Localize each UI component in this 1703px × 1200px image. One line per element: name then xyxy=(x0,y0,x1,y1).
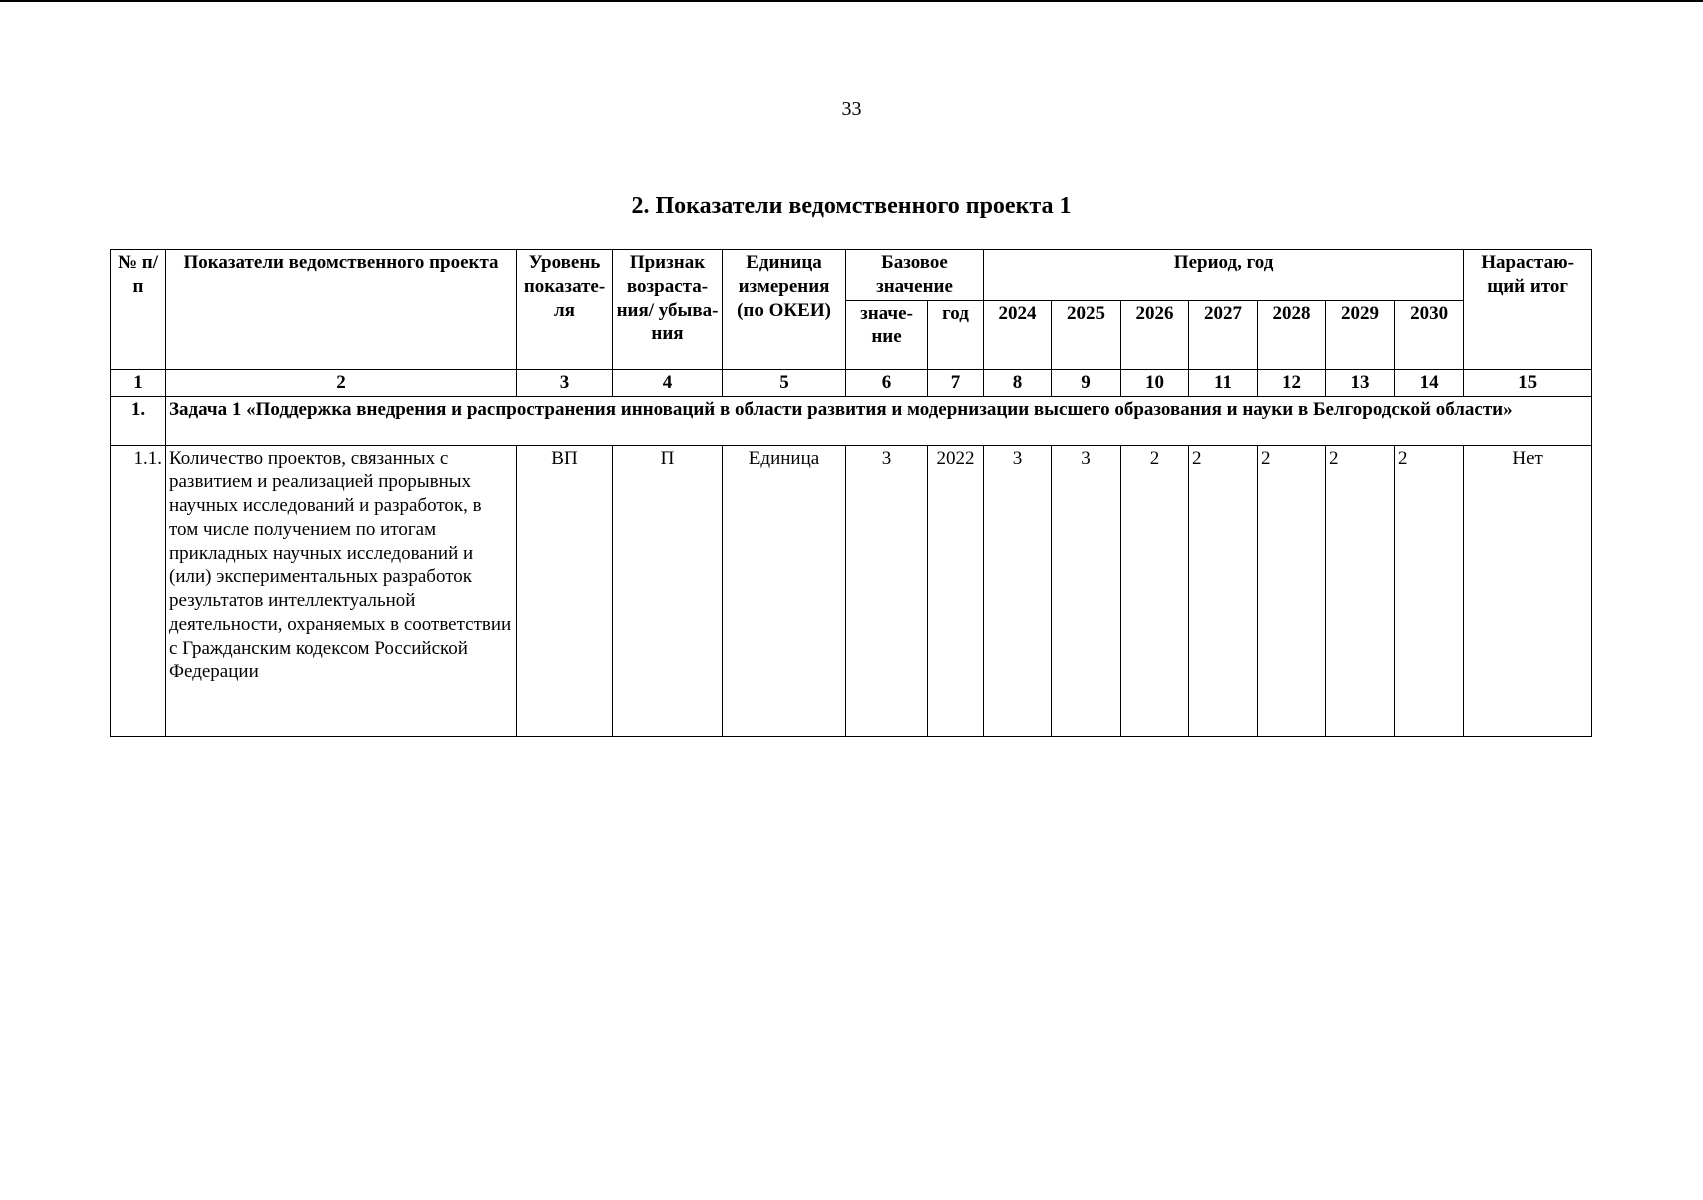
row-cumulative: Нет xyxy=(1464,445,1592,736)
header-year: 2024 xyxy=(984,300,1052,369)
column-number: 6 xyxy=(846,369,928,396)
header-num: № п/п xyxy=(111,250,166,370)
column-number-row xyxy=(111,369,1592,396)
header-year: 2029 xyxy=(1326,300,1395,369)
column-number: 12 xyxy=(1258,369,1326,396)
row-unit: Единица xyxy=(723,445,846,736)
row-level: ВП xyxy=(517,445,613,736)
column-number: 9 xyxy=(1052,369,1121,396)
column-number: 5 xyxy=(723,369,846,396)
row-value: 3 xyxy=(984,445,1052,736)
header-base: Базовое значение xyxy=(846,250,984,301)
column-number: 14 xyxy=(1395,369,1464,396)
column-number: 3 xyxy=(517,369,613,396)
task-row xyxy=(111,396,1592,445)
row-value: 2 xyxy=(1395,445,1464,736)
column-number: 15 xyxy=(1464,369,1592,396)
row-base-value: 3 xyxy=(846,445,928,736)
header-year: 2026 xyxy=(1121,300,1189,369)
column-number: 1 xyxy=(111,369,166,396)
column-number: 7 xyxy=(928,369,984,396)
table-row xyxy=(111,445,1592,736)
column-number: 4 xyxy=(613,369,723,396)
header-year: 2027 xyxy=(1189,300,1258,369)
header-base-year: год xyxy=(928,300,984,369)
header-level: Уровень показате-ля xyxy=(517,250,613,370)
header-year: 2028 xyxy=(1258,300,1326,369)
column-number: 8 xyxy=(984,369,1052,396)
row-value: 2 xyxy=(1258,445,1326,736)
header-base-value: значе-ние xyxy=(846,300,928,369)
page-number: 33 xyxy=(841,98,862,120)
column-number: 13 xyxy=(1326,369,1395,396)
row-sign: П xyxy=(613,445,723,736)
row-indicator: Количество проектов, связанных с развитием и реализацией прорывных научных исследований и разработок, в том числе получением по итогам прикладных научных исследований и (или) экспериментальных разработок результатов интеллектуальной деятельности, охраняемых в соответствии с Гражданским кодексом Российской Федерации xyxy=(166,445,517,736)
header-sign: Признак возраста-ния/ убыва-ния xyxy=(613,250,723,370)
column-number: 2 xyxy=(166,369,517,396)
header-unit: Единица измерения (по ОКЕИ) xyxy=(723,250,846,370)
scan-edge-line xyxy=(0,0,1703,2)
row-value: 2 xyxy=(1189,445,1258,736)
row-base-year: 2022 xyxy=(928,445,984,736)
task-number: 1. xyxy=(111,396,166,445)
header-row-1 xyxy=(111,250,1592,301)
column-number: 11 xyxy=(1189,369,1258,396)
row-number: 1.1. xyxy=(111,445,166,736)
header-cumulative: Нарастаю-щий итог xyxy=(1464,250,1592,370)
page-title: 2. Показатели ведомственного проекта 1 xyxy=(631,193,1072,219)
task-text: Задача 1 «Поддержка внедрения и распространения инноваций в области развития и модернизации высшего образования и науки в Белгородской области» xyxy=(166,396,1592,445)
row-value: 3 xyxy=(1052,445,1121,736)
header-indicator: Показатели ведомственного проекта xyxy=(166,250,517,370)
column-number: 10 xyxy=(1121,369,1189,396)
row-value: 2 xyxy=(1326,445,1395,736)
header-period: Период, год xyxy=(984,250,1464,301)
header-year: 2025 xyxy=(1052,300,1121,369)
header-year: 2030 xyxy=(1395,300,1464,369)
indicators-table xyxy=(110,249,1592,737)
row-value: 2 xyxy=(1121,445,1189,736)
